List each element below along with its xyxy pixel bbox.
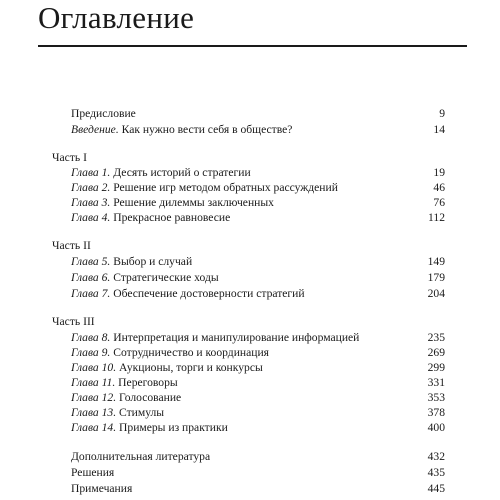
toc-entry-label: Дополнительная литература [71, 450, 211, 463]
toc-entry-prefix: Глава 4. [71, 211, 111, 224]
toc-entry-page: 46 [433, 181, 445, 194]
toc-entry-label: Стратегические ходы [113, 271, 219, 284]
toc-entry-label: Голосование [119, 391, 182, 404]
toc-entry-page: 269 [427, 346, 445, 359]
toc-entry-label: Сотрудничество и координация [113, 346, 269, 359]
toc-entry-prefix: Введение. [71, 123, 119, 136]
toc-entry-solutions[interactable] [0, 465, 500, 481]
toc-entry-label: Выбор и случай [113, 255, 193, 268]
toc-entry-prefix: Глава 9. [71, 346, 111, 359]
toc-entry-prefix: Глава 5. [71, 255, 111, 268]
toc-entry-label: Решения [71, 466, 115, 479]
page-title: Оглавление [38, 0, 195, 35]
toc-entry-label: Решение игр методом обратных рассуждений [113, 181, 338, 194]
toc-entry-page: 19 [433, 166, 445, 179]
toc-entry-chapter-3[interactable] [0, 195, 500, 211]
toc-entry-prefix: Глава 8. [71, 331, 111, 344]
toc-entry-page: 76 [433, 196, 445, 209]
part-heading-2: Часть II [52, 239, 91, 252]
toc-entry-chapter-14[interactable] [0, 420, 500, 436]
toc-entry-prefix: Глава 7. [71, 287, 111, 300]
toc-entry-prefix: Глава 2. [71, 181, 111, 194]
toc-entry-page: 204 [427, 287, 445, 300]
toc-entry-page: 432 [427, 450, 445, 463]
toc-entry-page: 331 [427, 376, 445, 389]
toc-entry-label: Примечания [71, 482, 133, 495]
toc-entry-chapter-2[interactable] [0, 180, 500, 196]
toc-entry-further-reading[interactable] [0, 449, 500, 465]
toc-entry-prefix: Глава 6. [71, 271, 111, 284]
toc-entry-page: 112 [428, 211, 445, 224]
toc-entry-page: 378 [427, 406, 445, 419]
toc-entry-chapter-13[interactable] [0, 405, 500, 421]
toc-entry-page: 299 [427, 361, 445, 374]
toc-entry-label: Предисловие [71, 107, 136, 120]
toc-entry-chapter-11[interactable] [0, 375, 500, 391]
toc-entry-label: Примеры из практики [119, 421, 228, 434]
toc-entry-chapter-7[interactable] [0, 286, 500, 302]
toc-entry-chapter-4[interactable] [0, 210, 500, 226]
toc-entry-label: Переговоры [118, 376, 178, 389]
toc-entry-label: Десять историй о стратегии [113, 166, 251, 179]
toc-entry-label: Обеспечение достоверности стратегий [113, 287, 305, 300]
toc-entry-preface[interactable] [0, 106, 500, 122]
toc-entry-chapter-12[interactable] [0, 390, 500, 406]
part-heading-1: Часть I [52, 151, 87, 164]
part-heading-3: Часть III [52, 315, 95, 328]
toc-entry-introduction[interactable] [0, 122, 500, 138]
toc-entry-page: 149 [427, 255, 445, 268]
toc-entry-page: 9 [439, 107, 445, 120]
toc-entry-page: 235 [427, 331, 445, 344]
toc-entry-label: Решение дилеммы заключенных [113, 196, 274, 209]
toc-entry-page: 179 [427, 271, 445, 284]
toc-entry-label: Как нужно вести себя в обществе? [121, 123, 293, 136]
toc-entry-chapter-8[interactable] [0, 330, 500, 346]
toc-entry-prefix: Глава 3. [71, 196, 111, 209]
toc-entry-prefix: Глава 14. [71, 421, 117, 434]
toc-entry-page: 353 [427, 391, 445, 404]
toc-entry-chapter-5[interactable] [0, 254, 500, 270]
toc-entry-notes[interactable] [0, 481, 500, 497]
toc-entry-label: Интерпретация и манипулирование информацией [113, 331, 360, 344]
toc-entry-prefix: Глава 12. [71, 391, 117, 404]
toc-entry-chapter-6[interactable] [0, 270, 500, 286]
toc-entry-chapter-10[interactable] [0, 360, 500, 376]
toc-entry-page: 400 [427, 421, 445, 434]
toc-entry-prefix: Глава 13. [71, 406, 117, 419]
toc-entry-page: 435 [427, 466, 445, 479]
toc-entry-label: Аукционы, торги и конкурсы [119, 361, 263, 374]
toc-entry-prefix: Глава 10. [71, 361, 117, 374]
toc-entry-prefix: Глава 11. [71, 376, 116, 389]
toc-entry-chapter-1[interactable] [0, 165, 500, 181]
toc-entry-page: 445 [427, 482, 445, 495]
toc-entry-prefix: Глава 1. [71, 166, 111, 179]
toc-entry-chapter-9[interactable] [0, 345, 500, 361]
toc-entry-label: Прекрасное равновесие [113, 211, 231, 224]
toc-entry-page: 14 [433, 123, 445, 136]
toc-entry-label: Стимулы [119, 406, 165, 419]
